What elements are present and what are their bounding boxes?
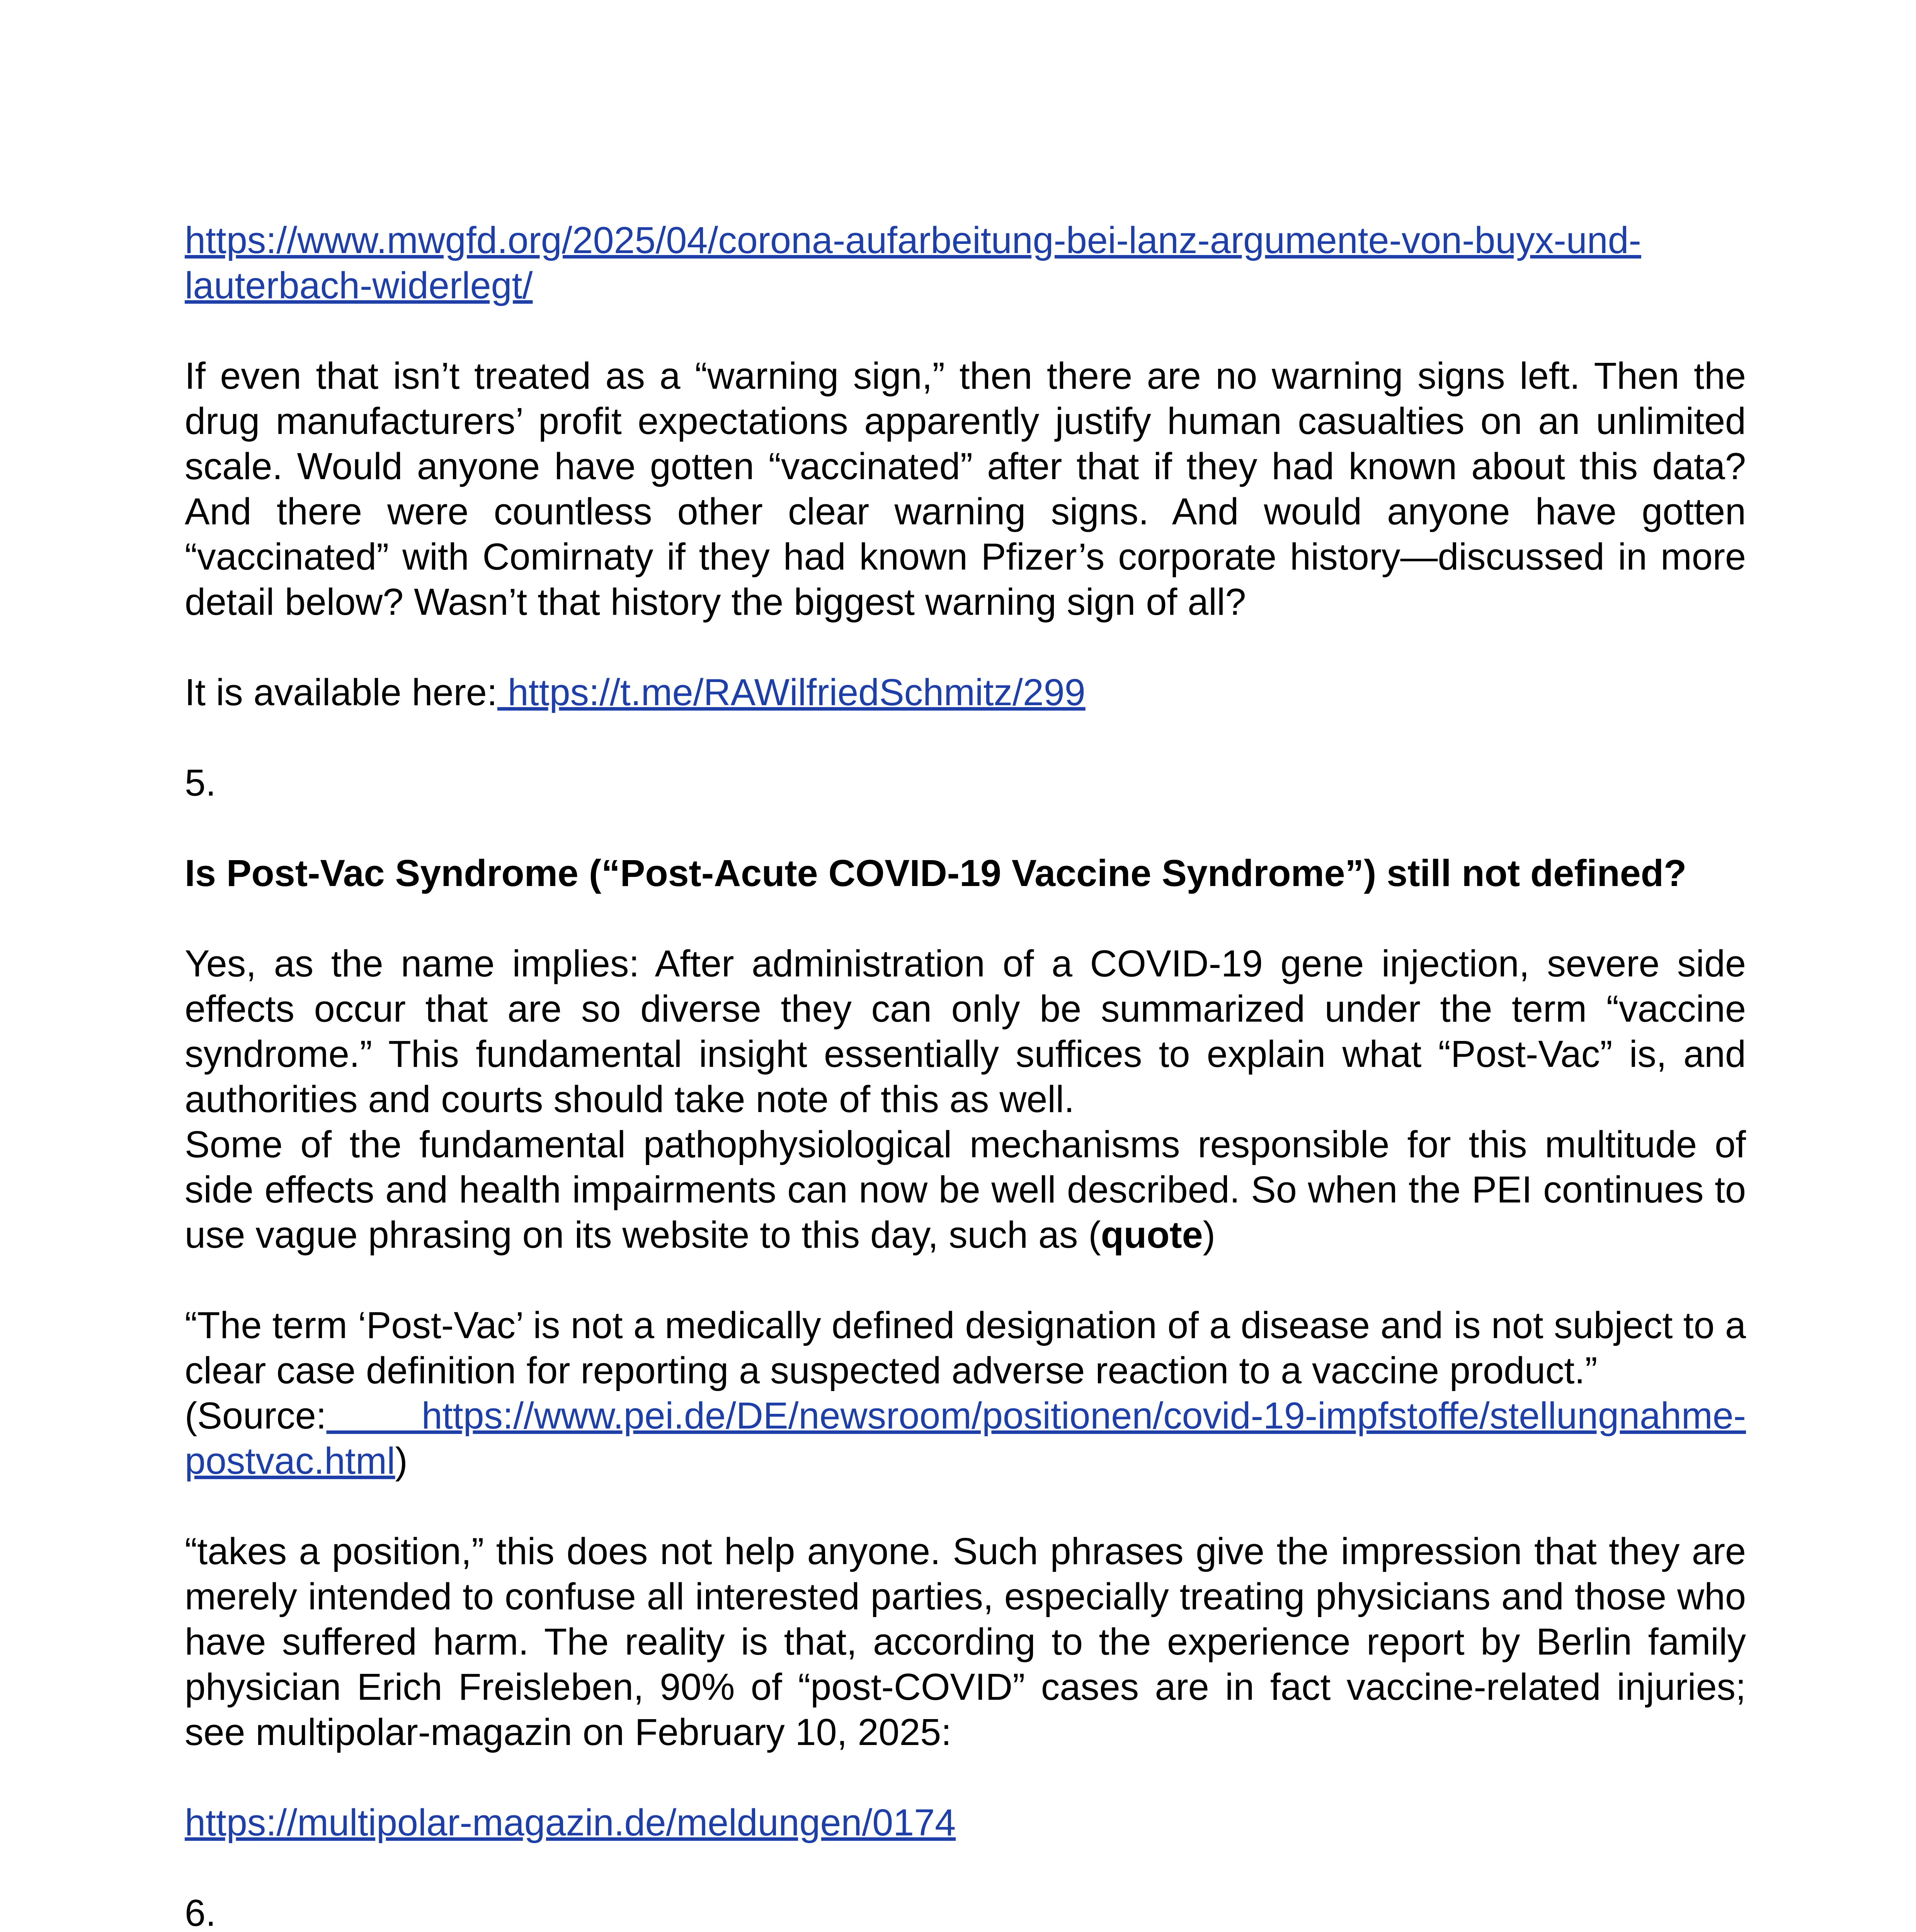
available-line bbox=[185, 670, 1746, 715]
paragraph-5c: “takes a position,” this does not help anyone. Such phrases give the impression that they are merely intended to confuse all interested parties, especially treating physicians and those who have suffered harm. The reality is that, according to the experience report by Berlin family physician Erich Freisleben, 90% of “post-COVID” cases are in fact vaccine-related injuries; see multipolar-magazin on February 10, 2025: bbox=[185, 1530, 1746, 1753]
multipolar-link[interactable]: https://multipolar-magazin.de/meldungen/0174 bbox=[185, 1801, 956, 1844]
paragraph-warning-signs: If even that isn’t treated as a “warning sign,” then there are no warning signs left. Then the drug manufacturers’ profit expectations apparently justify human casualties on an unlimited scale. Would anyone have gotten “vaccinated” after that if they had known about this data? And there were countless other clear warning signs. And would anyone have gotten “vaccinated” with Comirnaty if they had known Pfizer’s corporate history—discussed in more detail below? Wasn’t that history the biggest warning sign of all? bbox=[185, 355, 1746, 623]
paragraph-5b-end: ) bbox=[1203, 1214, 1215, 1256]
source-line bbox=[185, 1393, 1746, 1483]
heading-section-5: Is Post-Vac Syndrome (“Post-Acute COVID-19 Vaccine Syndrome”) still not defined? bbox=[185, 852, 1687, 894]
section-number-5: 5. bbox=[185, 762, 216, 804]
pei-link[interactable]: https://www.pei.de/DE/newsroom/positionen/covid-19-impfstoffe/stellungnahme-postvac.html bbox=[185, 1395, 1746, 1482]
telegram-link[interactable]: https://t.me/RAWilfriedSchmitz/299 bbox=[497, 671, 1086, 713]
available-prefix: It is available here: bbox=[185, 671, 497, 713]
mwgfd-link[interactable]: https://www.mwgfd.org/2025/04/corona-aufarbeitung-bei-lanz-argumente-von-buyx-und-lauterbach-widerlegt/ bbox=[185, 219, 1641, 306]
source-end: ) bbox=[395, 1440, 408, 1482]
section-number-6: 6. bbox=[185, 1892, 216, 1932]
source-prefix: (Source: bbox=[185, 1395, 327, 1437]
paragraph-5b bbox=[185, 1122, 1746, 1257]
quote-label: quote bbox=[1101, 1214, 1203, 1256]
document-body bbox=[185, 218, 1746, 1932]
pei-quote: “The term ‘Post-Vac’ is not a medically defined designation of a disease and is not subject to a clear case definition for reporting a suspected adverse reaction to a vaccine product.” bbox=[185, 1304, 1746, 1391]
paragraph-5b-text: Some of the fundamental pathophysiological mechanisms responsible for this multitude of side effects and health impairments can now be well described. So when the PEI continues to use vague phrasing on its website to this day, such as ( bbox=[185, 1123, 1746, 1256]
paragraph-5a: Yes, as the name implies: After administration of a COVID-19 gene injection, severe side effects occur that are so diverse they can only be summarized under the term “vaccine syndrome.” This fundamental insight essentially suffices to explain what “Post-Vac” is, and authorities and courts should take note of this as well. bbox=[185, 942, 1746, 1120]
